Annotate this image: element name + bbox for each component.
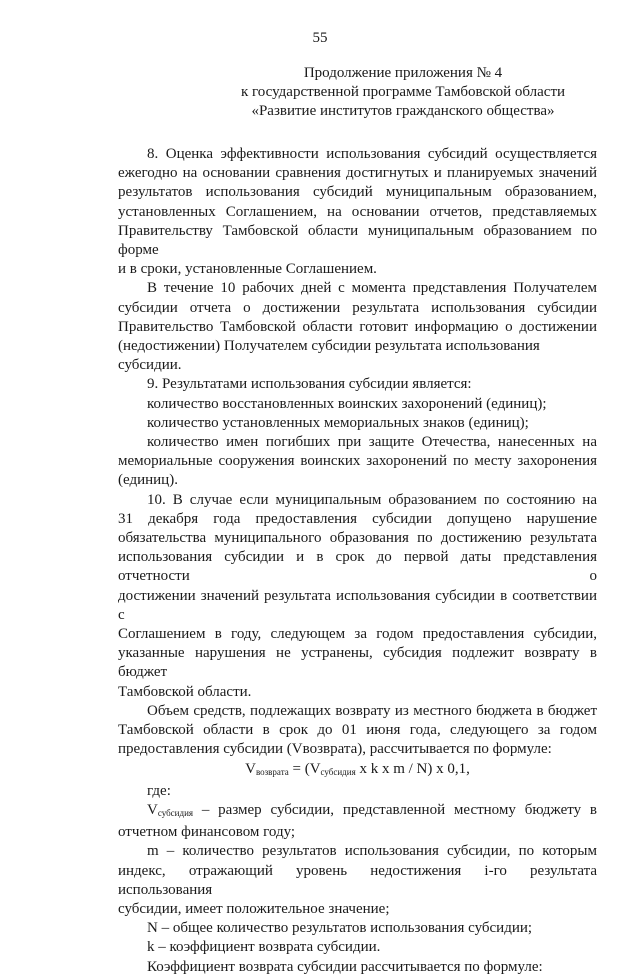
formula-subscript-return: возврата [255, 766, 289, 777]
formula-rest: x k x m / N) x 0,1, [355, 760, 470, 777]
text-line: субсидии, имеет положительное значение; [118, 900, 390, 917]
text-line: Соглашением в году, следующем за годом предоставления субсидии, [118, 626, 597, 643]
list-item: количество имен погибших при защите Отечества, нанесенных на [147, 434, 597, 451]
formula [118, 760, 597, 782]
document-body [118, 145, 597, 977]
def-v-subscript: субсидия [157, 807, 194, 818]
text-line: В течение 10 рабочих дней с момента представления Получателем [147, 280, 597, 297]
appendix-header [223, 64, 583, 121]
text-line: Правительству Тамбовской области муниципальным образованием по форме [118, 222, 597, 259]
header-line: к государственной программе Тамбовской области [240, 84, 566, 100]
definition-v [118, 801, 597, 823]
page-number: 55 [312, 30, 328, 46]
text-line: достижении значений результата использования субсидии в соответствии с [118, 587, 597, 623]
text-line: (единиц). [118, 472, 178, 489]
formula-subscript-subsidy: субсидия [320, 766, 356, 777]
text-line: использования субсидии и в срок до первой даты представления отчетности о [118, 549, 597, 585]
formula-v: V [245, 760, 256, 777]
text-line: Объем средств, подлежащих возврату из местного бюджета в бюджет [147, 702, 597, 719]
formula-equals: = (V [288, 760, 321, 777]
section-title: 9. Результатами использования субсидии является: [147, 376, 472, 393]
header-line: «Развитие институтов гражданского общества» [251, 103, 555, 119]
def-v-symbol: V [147, 801, 158, 818]
list-item: количество восстановленных воинских захоронений (единиц); [147, 395, 547, 412]
text-line: и в сроки, установленные Соглашением. [118, 261, 377, 278]
text-line: субсидии отчета о достижении результата использования субсидии [118, 299, 597, 316]
text-line: указанные нарушения не устранены, субсидия подлежит возврату в бюджет [118, 645, 597, 681]
definition-n: N – общее количество результатов использования субсидии; [147, 920, 533, 937]
where-label: где: [147, 782, 171, 799]
text-line: результатов использования субсидий муниципальным образованием, [118, 184, 597, 201]
text-line: установленных Соглашением, на основании отчетов, представляемых [118, 203, 597, 220]
text-line: 10. В случае если муниципальным образованием по состоянию на [147, 491, 597, 508]
text-line: индекс, отражающий уровень недостижения i-го результата использования [118, 862, 597, 898]
definition-k: k – коэффициент возврата субсидии. [147, 939, 381, 956]
list-item: количество установленных мемориальных знаков (единиц); [147, 414, 529, 431]
text-line: ежегодно на основании сравнения достигнутых и планируемых значений [118, 165, 597, 182]
text-line: мемориальные сооружения воинских захоронений по месту захоронения [118, 453, 597, 470]
definition-m: m – количество результатов использования субсидии, по которым [147, 843, 597, 860]
coefficient-intro: Коэффициент возврата субсидии рассчитывается по формуле: [147, 958, 543, 975]
text-line: отчетном финансовом году; [118, 824, 296, 841]
text-line: Правительство Тамбовской области готовит информацию о достижении [118, 318, 597, 335]
text-line: Тамбовской области. [118, 683, 252, 700]
text-line: Тамбовской области в срок до 01 июня года, следующего за годом [118, 722, 597, 739]
def-v-text: – размер субсидии, представленной местному бюджету в [193, 801, 597, 818]
text-line: обязательства муниципального образования по достижению результата [118, 530, 597, 547]
text-line: 8. Оценка эффективности использования субсидий осуществляется [147, 146, 597, 162]
text-line: 31 декабря года предоставления субсидии допущено нарушение [118, 510, 597, 527]
text-line: предоставления субсидии (Vвозврата), рассчитывается по формуле: [118, 741, 552, 758]
text-line: (недостижении) Получателем субсидии результата использования субсидии. [118, 338, 540, 374]
header-line: Продолжение приложения № 4 [303, 65, 503, 81]
